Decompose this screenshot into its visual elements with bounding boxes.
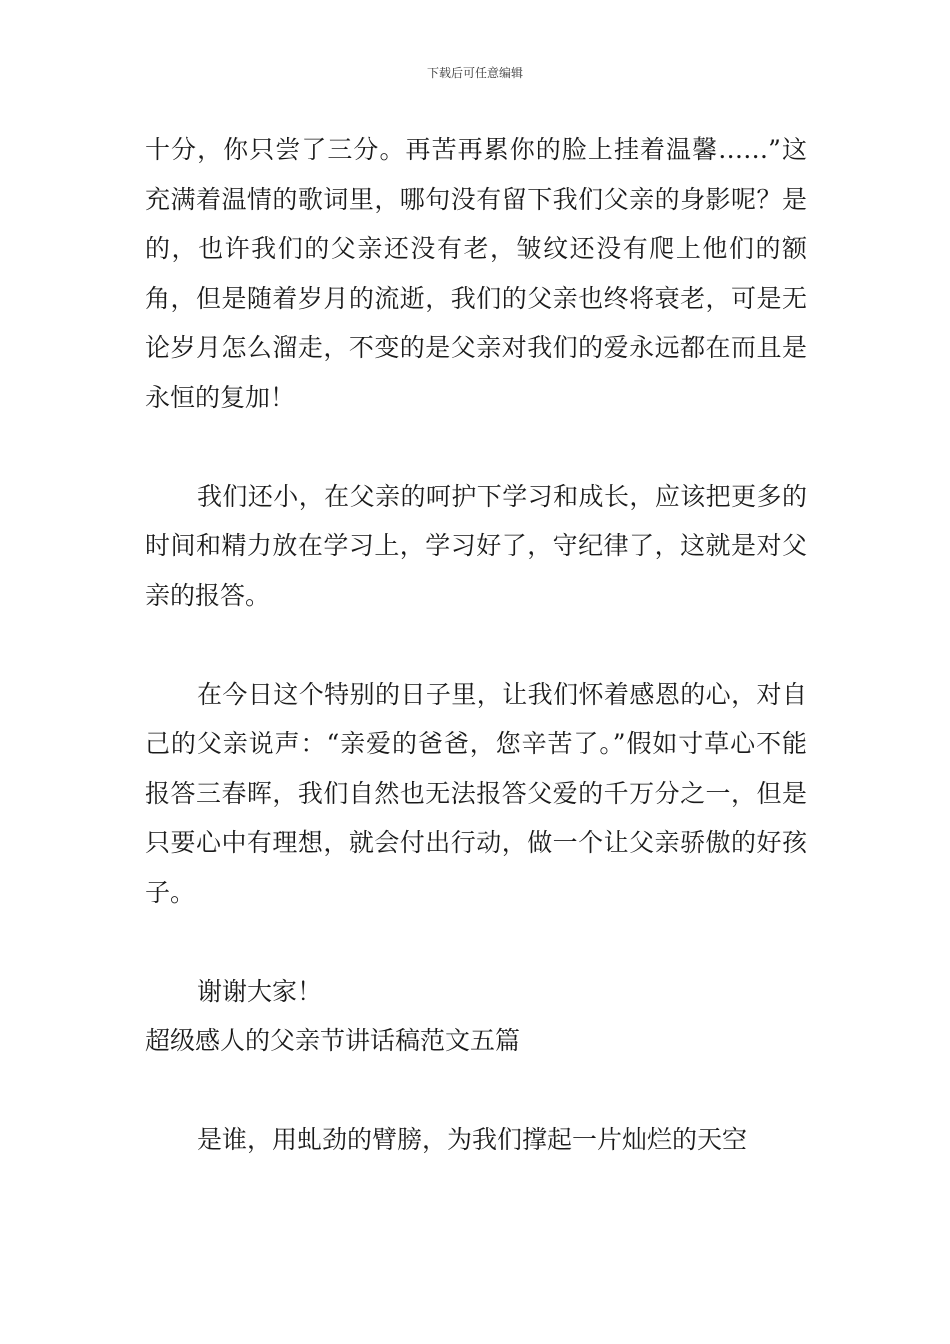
paragraph-thanks: 谢谢大家！ [197,976,323,1006]
paragraph-continuation: 十分，你只尝了三分。再苦再累你的脸上挂着温馨……”这充满着温情的歌词里，哪句没有留下我们父亲的身影呢？是的，也许我们的父亲还没有老，皱纹还没有爬上他们的额角，但是随着岁月的流逝，我们的父亲也终将衰老，可是无论岁月怎么溜走，不变的是父亲对我们的爱永远都在而且是永恒的复加！ [145,135,807,412]
document-body [145,125,807,1165]
section-title: 超级感人的父亲节讲话稿范文五篇 [145,1026,521,1055]
paragraph-gratitude: 在今日这个特别的日子里，让我们怀着感恩的心，对自己的父亲说声：“亲爱的爸爸，您辛苦了。”假如寸草心不能报答三春晖，我们自然也无法报答父爱的千万分之一，但是只要心中有理想，就会付出行动，做一个让父亲骄傲的好孩子。 [145,679,807,907]
page-header-note: 下载后可任意编辑 [426,66,523,80]
paragraph-opening: 是谁，用虬劲的臂膀，为我们撑起一片灿烂的天空 [197,1125,748,1154]
paragraph-study: 我们还小，在父亲的呵护下学习和成长，应该把更多的时间和精力放在学习上，学习好了，守纪律了，这就是对父亲的报答。 [145,481,807,610]
